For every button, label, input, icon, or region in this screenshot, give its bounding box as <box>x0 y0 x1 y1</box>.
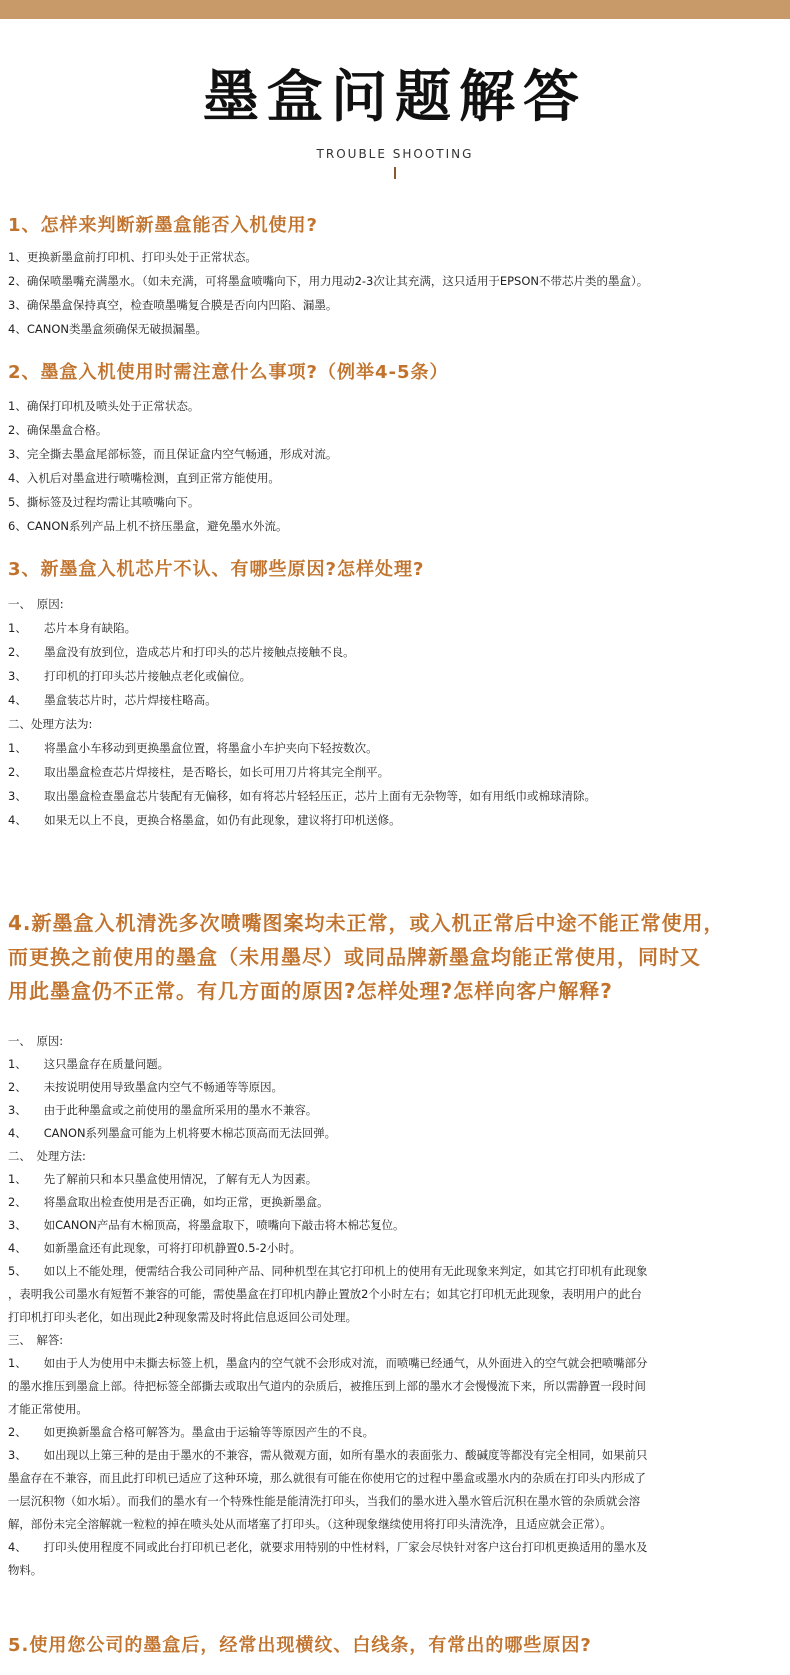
page-subtitle: TROUBLE SHOOTING <box>316 147 474 161</box>
list-item: 才能正常使用。 <box>8 1402 88 1416</box>
list-item: 2、 将墨盒取出检查使用是否正确，如均正常，更换新墨盒。 <box>8 1195 329 1209</box>
list-item: 3、 如CANON产品有木棉顶高，将墨盒取下，喷嘴向下敲击将木棉芯复位。 <box>8 1218 405 1232</box>
section-4-list <box>8 1030 782 1582</box>
list-item: 2、确保墨盒合格。 <box>8 423 108 437</box>
list-item: 2、 未按说明使用导致墨盒内空气不畅通等等原因。 <box>8 1080 283 1094</box>
list-item: 4、入机后对墨盒进行喷嘴检测，直到正常方能使用。 <box>8 471 280 485</box>
list-item: 1、 芯片本身有缺陷。 <box>8 621 137 635</box>
section-3-heading: 3、新墨盒入机芯片不认、有哪些原因?怎样处理? <box>8 559 425 580</box>
list-item: 4、 打印头使用程度不同或此台打印机已老化，就要求用特别的中性材料，厂家会尽快针对客户这台打印机更换适用的墨水及 <box>8 1540 648 1554</box>
section-5-heading: 5.使用您公司的墨盒后，经常出现横纹、白线条，有常出的哪些原因? <box>8 1635 592 1656</box>
section-2-list <box>8 394 782 538</box>
list-item: 5、 如以上不能处理，便需结合我公司同种产品、同种机型在其它打印机上的使用有无此现象来判定，如其它打印机有此现象 <box>8 1264 648 1278</box>
list-item: 4、 CANON系列墨盒可能为上机将要木棉芯顶高而无法回弹。 <box>8 1126 337 1140</box>
list-item: 一层沉积物（如水垢）。而我们的墨水有一个特殊性能是能清洗打印头，当我们的墨水进入墨水管后沉积在墨水管的杂质就会溶 <box>8 1494 641 1508</box>
list-item: 3、 如出现以上第三种的是由于墨水的不兼容，需从微观方面，如所有墨水的表面张力、酸碱度等都没有完全相同，如果前只 <box>8 1448 648 1462</box>
section-4-heading-line: 用此墨盒仍不正常。有几方面的原因?怎样处理?怎样向客户解释? <box>8 979 613 1003</box>
list-item: 一、 原因: <box>8 1034 64 1048</box>
list-item: 4、 如果无以上不良，更换合格墨盒，如仍有此现象，建议将打印机送修。 <box>8 813 401 827</box>
section-3-list <box>8 592 782 832</box>
list-item: 3、完全撕去墨盒尾部标签，而且保证盒内空气畅通，形成对流。 <box>8 447 338 461</box>
list-item: 1、 这只墨盒存在质量问题。 <box>8 1057 170 1071</box>
list-item: ，表明我公司墨水有短暂不兼容的可能，需使墨盒在打印机内静止置放2个小时左右；如其它打印机无此现象，表明用户的此台 <box>8 1287 642 1301</box>
list-item: 6、CANON系列产品上机不挤压墨盒，避免墨水外流。 <box>8 519 288 533</box>
list-item: 一、 原因: <box>8 597 64 611</box>
list-item: 1、 将墨盒小车移动到更换墨盒位置，将墨盒小车护夹向下轻按数次。 <box>8 741 378 755</box>
section-2-heading: 2、墨盒入机使用时需注意什么事项?（例举4-5条） <box>8 362 449 383</box>
list-item: 解，部份未完全溶解就一粒粒的掉在喷头处从而堵塞了打印头。（这种现象继续使用将打印头清洗净，且适应就会正常）。 <box>8 1517 612 1531</box>
list-item: 3、确保墨盒保持真空，检查喷墨嘴复合膜是否向内凹陷、漏墨。 <box>8 298 338 312</box>
list-item: 2、 取出墨盒检查芯片焊接柱，是否略长，如长可用刀片将其完全削平。 <box>8 765 390 779</box>
section-1-list <box>8 245 782 341</box>
list-item: 2、 如更换新墨盒合格可解答为。墨盒由于运输等等原因产生的不良。 <box>8 1425 375 1439</box>
list-item: 的墨水推压到墨盒上部。待把标签全部撕去或取出气道内的杂质后，被推压到上部的墨水才会慢慢流下来，所以需静置一段时间 <box>8 1379 646 1393</box>
list-item: 1、 先了解前只和本只墨盒使用情况，了解有无人为因素。 <box>8 1172 318 1186</box>
section-4-heading-line: 而更换之前使用的墨盒（未用墨尽）或同品牌新墨盒均能正常使用，同时又 <box>8 945 701 969</box>
section-4-heading-line: 4.新墨盒入机清洗多次喷嘴图案均未正常，或入机正常后中途不能正常使用， <box>8 911 725 935</box>
list-item: 4、 墨盒装芯片时，芯片焊接柱略高。 <box>8 693 217 707</box>
list-item: 2、 墨盒没有放到位，造成芯片和打印头的芯片接触点接触不良。 <box>8 645 355 659</box>
list-item: 4、 如新墨盒还有此现象，可将打印机静置0.5-2小时。 <box>8 1241 302 1255</box>
list-item: 1、更换新墨盒前打印机、打印头处于正常状态。 <box>8 250 257 264</box>
list-item: 物料。 <box>8 1563 43 1577</box>
list-item: 三、 解答: <box>8 1333 64 1347</box>
list-item: 1、确保打印机及喷头处于正常状态。 <box>8 399 200 413</box>
list-item: 3、 取出墨盒检查墨盒芯片装配有无偏移，如有将芯片轻轻压正，芯片上面有无杂物等，如有用纸巾或棉球清除。 <box>8 789 597 803</box>
list-item: 3、 打印机的打印头芯片接触点老化或偏位。 <box>8 669 252 683</box>
list-item: 4、CANON类墨盒须确保无破损漏墨。 <box>8 322 207 336</box>
section-4-heading <box>8 906 782 1008</box>
top-decorative-bar <box>0 0 790 19</box>
list-item: 5、撕标签及过程均需让其喷嘴向下。 <box>8 495 200 509</box>
list-item: 二、处理方法为: <box>8 717 93 731</box>
list-item: 打印机打印头老化，如出现此2种现象需及时将此信息返回公司处理。 <box>8 1310 357 1324</box>
list-item: 墨盒存在不兼容，而且此打印机已适应了这种环境，那么就很有可能在你使用它的过程中墨盒或墨水内的杂质在打印头内形成了 <box>8 1471 646 1485</box>
list-item: 二、 处理方法: <box>8 1149 86 1163</box>
list-item: 2、确保喷墨嘴充满墨水。（如未充满，可将墨盒喷嘴向下，用力甩动2-3次让其充满，这只适用于EPSON不带芯片类的墨盒）。 <box>8 274 649 288</box>
subtitle-divider <box>394 167 396 179</box>
list-item: 3、 由于此种墨盒或之前使用的墨盒所采用的墨水不兼容。 <box>8 1103 318 1117</box>
page-title: 墨盒问题解答 <box>203 65 587 130</box>
section-1-heading: 1、怎样来判断新墨盒能否入机使用? <box>8 215 318 236</box>
list-item: 1、 如由于人为使用中未撕去标签上机，墨盒内的空气就不会形成对流，而喷嘴已经通气，从外面进入的空气就会把喷嘴部分 <box>8 1356 648 1370</box>
